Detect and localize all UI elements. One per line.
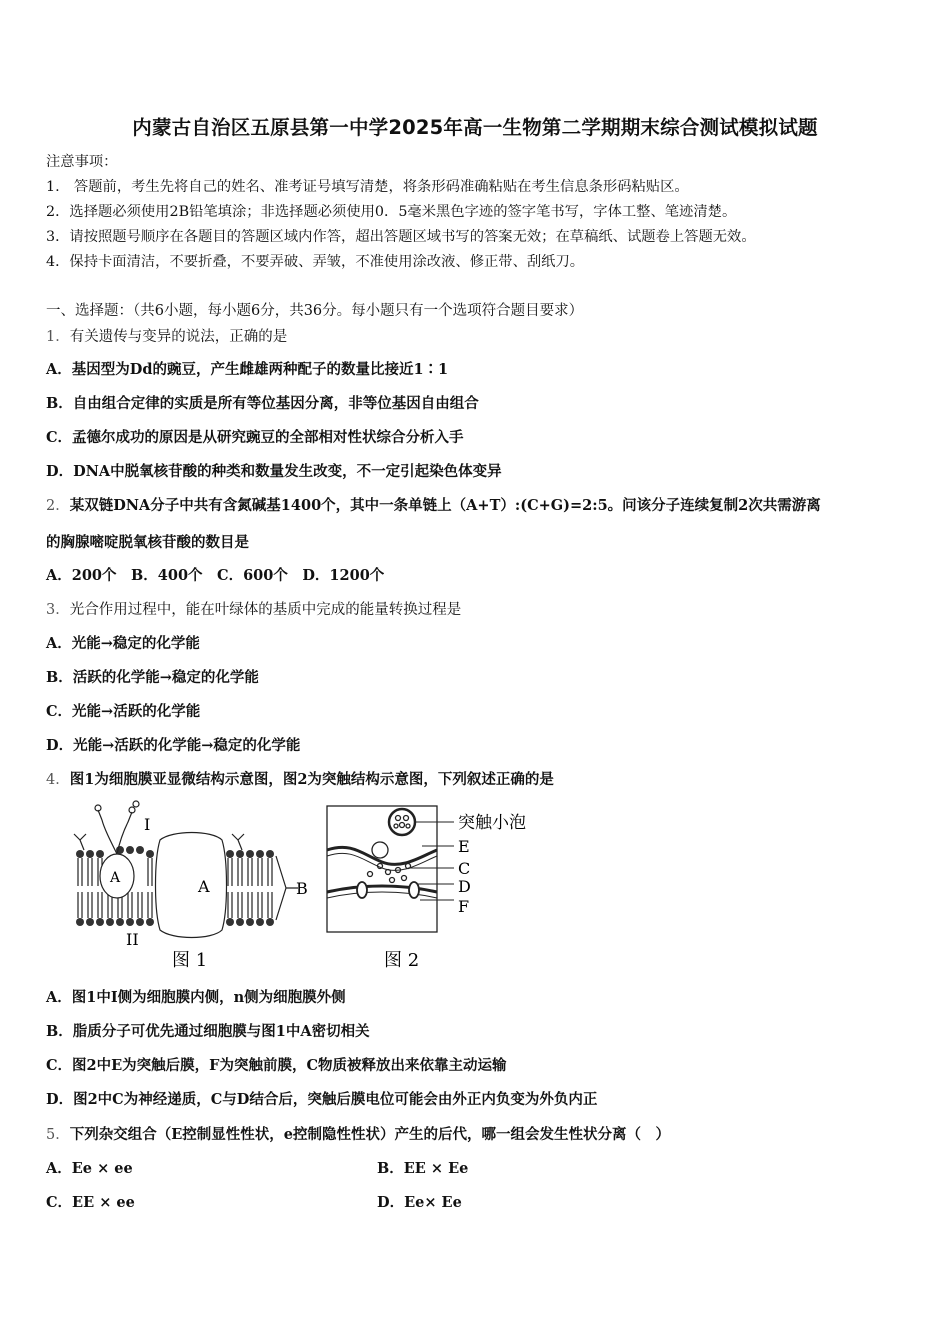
question-4-figure: [62, 800, 552, 980]
question-number: 1．: [46, 329, 70, 345]
question-text: 下列杂交组合（E控制显性性状，e控制隐性性状）产生的后代，哪一组会发生性状分离（ ）: [69, 1126, 671, 1143]
figure-2-caption: 图 2: [384, 950, 420, 971]
figure-1-cell-membrane: [74, 801, 298, 938]
figure-1-label-ii: II: [126, 930, 139, 949]
note-item: 1. 答题前，考生先将自己的姓名、准考证号填写清楚，将条形码准确粘贴在考生信息条形码粘贴区。: [46, 179, 689, 195]
question-5-option-d: D．Ee× Ee: [377, 1194, 462, 1211]
figure-1-label-b: B: [296, 879, 308, 898]
question-text: 图1为细胞膜亚显微结构示意图，图2为突触结构示意图，下列叙述正确的是: [69, 771, 554, 788]
question-4-option-a: A．图1中I侧为细胞膜内侧，n侧为细胞膜外侧: [46, 989, 346, 1006]
question-1-option-d: D．DNA中脱氧核苷酸的种类和数量发生改变，不一定引起染色体变异: [46, 463, 502, 480]
figure-1-label-a-small: A: [110, 870, 121, 886]
question-4-stem: [46, 770, 910, 790]
figure-2-synapse: [327, 806, 454, 932]
figure-1-caption: 图 1: [172, 950, 208, 971]
figure-1-label-i: I: [144, 815, 151, 834]
page-title: 内蒙古自治区五原县第一中学2025年高一生物第二学期期末综合测试模拟试题: [132, 116, 818, 139]
question-5-option-b: B．EE × Ee: [377, 1160, 469, 1177]
question-5-stem: [46, 1125, 910, 1145]
question-3-option-b: B．活跃的化学能→稳定的化学能: [46, 669, 259, 686]
question-1-stem: [46, 327, 910, 347]
figure-2-label-f: F: [458, 897, 470, 916]
question-2-stem: [46, 496, 910, 516]
question-number: 5．: [46, 1127, 70, 1143]
question-2-stem-continued: 的胸腺嘧啶脱氧核苷酸的数目是: [46, 534, 249, 551]
question-1-option-a: A．基因型为Dd的豌豆，产生雌雄两种配子的数量比接近1∶1: [46, 361, 449, 378]
question-3-option-c: C．光能→活跃的化学能: [46, 703, 201, 720]
question-5-option-a: A．Ee × ee: [46, 1160, 133, 1177]
note-item: 3．请按照题号顺序在各题目的答题区域内作答，超出答题区域书写的答案无效；在草稿纸、试题卷上答题无效。: [46, 229, 756, 245]
question-3-option-d: D．光能→活跃的化学能→稳定的化学能: [46, 737, 301, 754]
question-5-option-c: C．EE × ee: [46, 1194, 135, 1211]
figure-2-label-vesicle: 突触小泡: [458, 813, 526, 833]
section-heading: 一、选择题：（共6小题，每小题6分，共36分。每小题只有一个选项符合题目要求）: [46, 303, 584, 319]
figure-2-label-e: E: [458, 837, 470, 856]
figure-2-label-d: D: [458, 877, 471, 896]
question-1-option-c: C．孟德尔成功的原因是从研究豌豆的全部相对性状综合分析入手: [46, 429, 464, 446]
question-4-option-d: D．图2中C为神经递质，C与D结合后，突触后膜电位可能会由外正内负变为外负内正: [46, 1091, 598, 1108]
question-3-stem: [46, 600, 910, 620]
figure-2-label-c: C: [458, 859, 471, 878]
question-4-option-b: B．脂质分子可优先通过细胞膜与图1中A密切相关: [46, 1023, 370, 1040]
question-number: 3．: [46, 602, 70, 618]
figure-1-label-a-large: A: [198, 877, 210, 896]
question-4-option-c: C．图2中E为突触后膜，F为突触前膜，C物质被释放出来依靠主动运输: [46, 1057, 507, 1074]
question-number: 4．: [46, 772, 70, 788]
note-item: 2．选择题必须使用2B铅笔填涂；非选择题必须使用0．5毫米黑色字迹的签字笔书写，字体工整、笔迹清楚。: [46, 204, 737, 220]
question-number: 2．: [46, 498, 70, 514]
question-1-option-b: B．自由组合定律的实质是所有等位基因分离，非等位基因自由组合: [46, 395, 479, 412]
note-item: 4．保持卡面清洁，不要折叠，不要弄破、弄皱，不准使用涂改液、修正带、刮纸刀。: [46, 254, 585, 270]
notes-heading: 注意事项：: [46, 154, 118, 170]
question-3-option-a: A．光能→稳定的化学能: [46, 635, 200, 652]
question-text: 光合作用过程中，能在叶绿体的基质中完成的能量转换过程是: [69, 602, 462, 618]
question-2-options: A．200个 B．400个 C．600个 D．1200个: [46, 567, 385, 584]
question-text: 某双链DNA分子中共有含氮碱基1400个，其中一条单链上（A+T）:(C+G)=2:5。问该分子连续复制2次共需游离: [69, 497, 821, 514]
question-text: 有关遗传与变异的说法，正确的是: [69, 329, 288, 345]
